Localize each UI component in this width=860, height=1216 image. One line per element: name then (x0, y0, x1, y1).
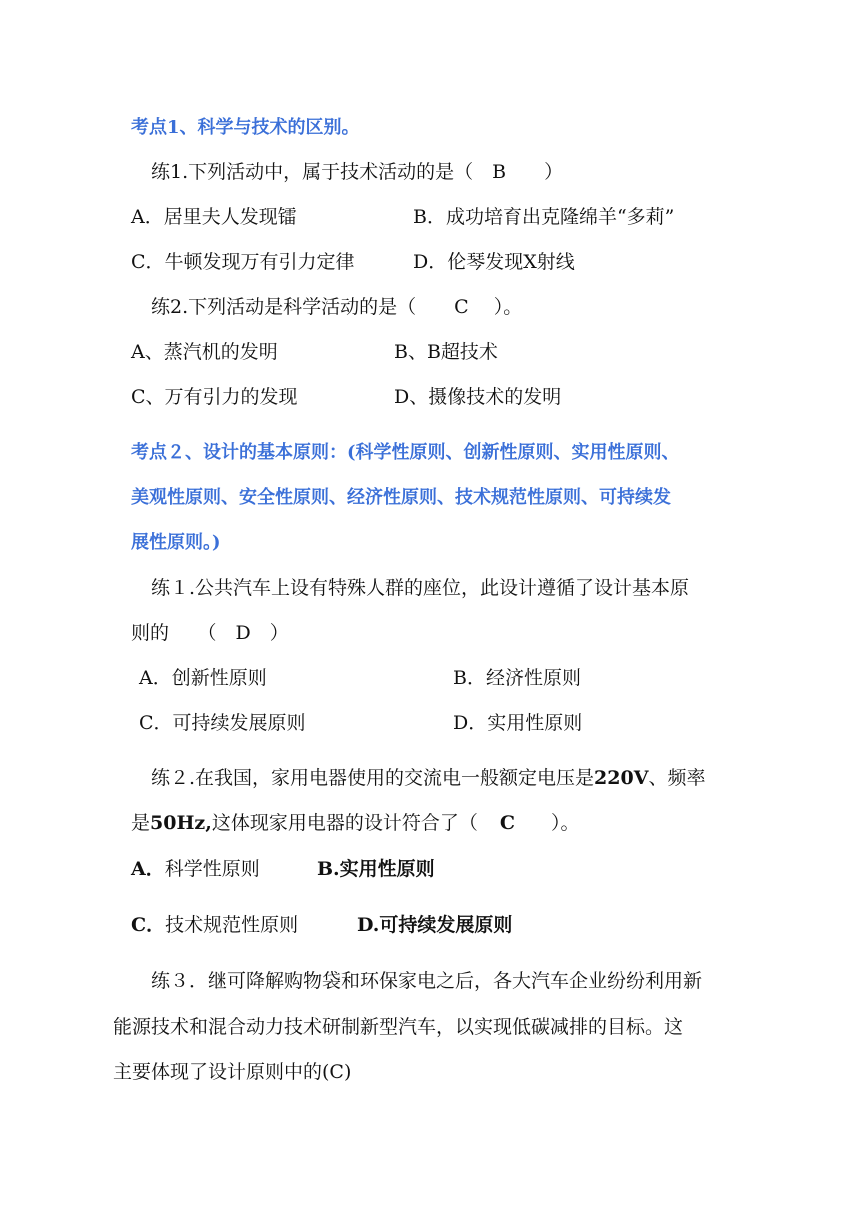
s2-q2-option-a-letter: A． (131, 858, 165, 880)
s2-q2-line1-pre: 练２.在我国，家用电器使用的交流电一般额定电压是 (151, 767, 595, 789)
s2-q1-option-d: D．实用性原则 (453, 712, 583, 734)
s2-q2-line1-post: 、频率 (648, 767, 706, 789)
s2-q1-stem-line2: 则的 （ D ） (131, 622, 289, 644)
s2-q2-frequency: 50Hz, (150, 812, 212, 834)
s1-q1-option-a: A．居里夫人发现镭 (131, 206, 297, 228)
s2-q1-option-a: A．创新性原则 (139, 667, 267, 689)
s1-q1-stem: 练1.下列活动中，属于技术活动的是（ B ） (151, 161, 564, 183)
s2-q3-stem-line3: 主要体现了设计原则中的(C) (113, 1061, 352, 1083)
s2-q1-stem-line1: 练１.公共汽车上设有特殊人群的座位，此设计遵循了设计基本原 (151, 577, 690, 599)
s2-q2-stem-line2 (131, 811, 579, 835)
s1-q2-stem: 练2.下列活动是科学活动的是（ C ）。 (151, 296, 523, 318)
section1-heading: 考点1、科学与技术的区别。 (131, 117, 360, 138)
s1-q2-option-b: B、B超技术 (394, 341, 498, 363)
s2-q2-voltage: 220V (594, 767, 649, 789)
s2-q2-option-c-letter: C． (131, 914, 166, 936)
s2-q3-stem-line1: 练３．继可降解购物袋和环保家电之后，各大汽车企业纷纷利用新 (151, 970, 703, 992)
s1-q1-option-b: B．成功培育出克隆绵羊“多莉” (413, 206, 675, 228)
s1-q2-option-c: C、万有引力的发现 (131, 386, 298, 408)
s2-q2-option-b: B.实用性原则 (317, 858, 435, 880)
s2-q2-option-a-text: 科学性原则 (164, 858, 260, 880)
s2-q2-option-c (131, 913, 298, 937)
section2-heading-line2: 美观性原则、安全性原则、经济性原则、技术规范性原则、可持续发 (131, 487, 671, 508)
s1-q2-option-d: D、摄像技术的发明 (394, 386, 562, 408)
s1-q2-option-a: A、蒸汽机的发明 (131, 341, 278, 363)
s2-q1-option-b: B．经济性原则 (453, 667, 581, 689)
s2-q2-line2-pre: 是 (131, 812, 151, 834)
s1-q1-option-c: C．牛顿发现万有引力定律 (131, 251, 355, 273)
s2-q2-option-d: D.可持续发展原则 (357, 914, 513, 936)
s2-q2-stem-line1 (151, 766, 705, 790)
s2-q3-stem-line2: 能源技术和混合动力技术研制新型汽车，以实现低碳减排的目标。这 (113, 1016, 684, 1038)
section2-heading-line3: 展性原则。) (131, 532, 221, 553)
s2-q2-option-c-text: 技术规范性原则 (165, 914, 299, 936)
s2-q2-line2-post: 这体现家用电器的设计符合了（ (211, 812, 478, 834)
s2-q2-option-a (131, 857, 260, 881)
section2-heading-line1: 考点２、设计的基本原则：(科学性原则、创新性原则、实用性原则、 (131, 442, 680, 463)
s2-q2-line2-end: ）。 (550, 812, 580, 834)
s2-q2-answer: C (499, 812, 515, 834)
s2-q1-option-c: C．可持续发展原则 (139, 712, 306, 734)
s1-q1-option-d: D．伦琴发现X射线 (413, 251, 575, 273)
